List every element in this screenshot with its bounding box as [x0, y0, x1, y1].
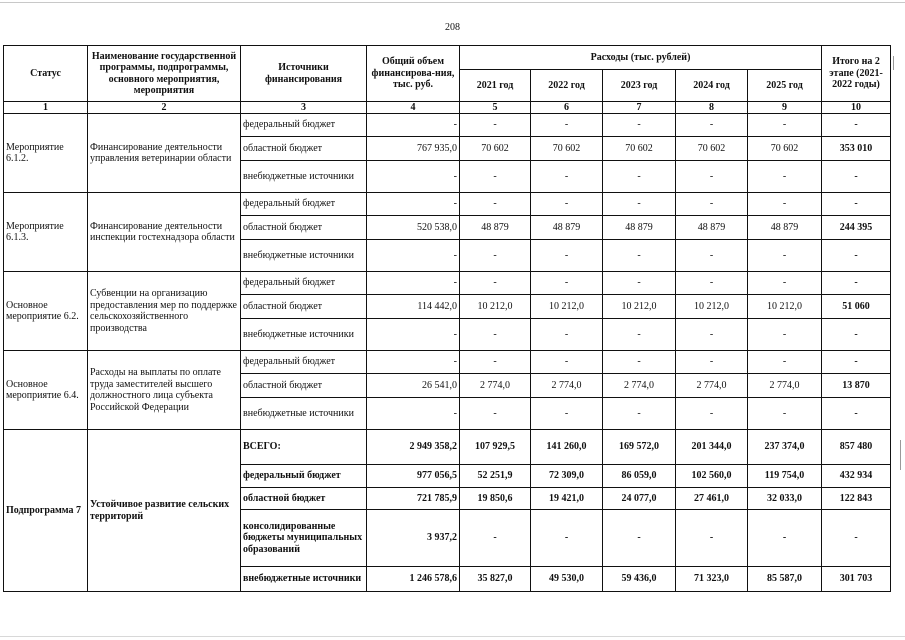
subprogram-source: областной бюджет: [241, 488, 367, 510]
row-year-value: 48 879: [531, 216, 603, 240]
row-name: Субвенции на организацию предоставления мер по поддержке сельскохозяйственного производства: [88, 272, 241, 351]
subprogram-year-value: -: [531, 510, 603, 567]
subprogram-year-value: 102 560,0: [676, 465, 748, 488]
column-number: 5: [460, 102, 531, 114]
row-volume: -: [367, 161, 460, 193]
row-year-value: -: [531, 272, 603, 295]
header-year: 2022 год: [531, 70, 603, 102]
column-number: 9: [748, 102, 822, 114]
row-year-value: 10 212,0: [603, 295, 676, 319]
row-year-value: -: [460, 114, 531, 137]
row-year-value: 10 212,0: [748, 295, 822, 319]
subprogram-year-value: 119 754,0: [748, 465, 822, 488]
page-number: 208: [445, 22, 460, 33]
row-year-value: -: [748, 114, 822, 137]
row-total: -: [822, 319, 891, 351]
table-row: [4, 272, 891, 295]
row-year-value: 70 602: [531, 137, 603, 161]
column-number: 6: [531, 102, 603, 114]
row-year-value: -: [748, 351, 822, 374]
row-year-value: -: [676, 351, 748, 374]
subprogram-year-value: 19 850,6: [460, 488, 531, 510]
subprogram-year-value: 27 461,0: [676, 488, 748, 510]
subprogram-year-value: -: [676, 510, 748, 567]
row-source: федеральный бюджет: [241, 193, 367, 216]
row-year-value: 48 879: [676, 216, 748, 240]
subprogram-year-value: 169 572,0: [603, 430, 676, 465]
subprogram-name: Устойчивое развитие сельских территорий: [88, 430, 241, 592]
row-year-value: 2 774,0: [531, 374, 603, 398]
row-total: -: [822, 114, 891, 137]
row-year-value: -: [603, 319, 676, 351]
subprogram-volume: 3 937,2: [367, 510, 460, 567]
row-year-value: 70 602: [676, 137, 748, 161]
header-year: 2023 год: [603, 70, 676, 102]
subprogram-volume: 2 949 358,2: [367, 430, 460, 465]
row-year-value: -: [531, 351, 603, 374]
row-source: областной бюджет: [241, 216, 367, 240]
column-number: 4: [367, 102, 460, 114]
row-year-value: -: [676, 240, 748, 272]
column-number: 8: [676, 102, 748, 114]
row-source: внебюджетные источники: [241, 161, 367, 193]
subprogram-year-value: 107 929,5: [460, 430, 531, 465]
row-status: Мероприятие 6.1.3.: [4, 193, 88, 272]
row-year-value: 48 879: [748, 216, 822, 240]
row-volume: -: [367, 114, 460, 137]
subprogram-year-value: 201 344,0: [676, 430, 748, 465]
subprogram-year-value: 85 587,0: [748, 567, 822, 592]
header-year: 2024 год: [676, 70, 748, 102]
subprogram-source: ВСЕГО:: [241, 430, 367, 465]
row-year-value: 10 212,0: [531, 295, 603, 319]
row-year-value: -: [531, 319, 603, 351]
row-year-value: 2 774,0: [676, 374, 748, 398]
subprogram-year-value: 52 251,9: [460, 465, 531, 488]
row-year-value: 70 602: [460, 137, 531, 161]
row-volume: -: [367, 193, 460, 216]
budget-table: [3, 45, 891, 592]
row-year-value: -: [460, 319, 531, 351]
row-year-value: -: [531, 240, 603, 272]
row-year-value: -: [460, 272, 531, 295]
row-year-value: -: [676, 398, 748, 430]
row-year-value: -: [603, 351, 676, 374]
row-year-value: 70 602: [603, 137, 676, 161]
row-year-value: -: [748, 193, 822, 216]
scan-bottom-line: [0, 636, 905, 637]
row-year-value: 10 212,0: [676, 295, 748, 319]
table-row: [4, 351, 891, 374]
row-year-value: -: [460, 398, 531, 430]
column-number: 1: [4, 102, 88, 114]
row-volume: -: [367, 351, 460, 374]
row-year-value: 2 774,0: [748, 374, 822, 398]
row-year-value: -: [676, 193, 748, 216]
row-year-value: -: [676, 319, 748, 351]
row-year-value: -: [460, 193, 531, 216]
row-year-value: 10 212,0: [460, 295, 531, 319]
row-total: -: [822, 193, 891, 216]
subprogram-year-value: 19 421,0: [531, 488, 603, 510]
row-total: 13 870: [822, 374, 891, 398]
scan-edge-mark: [900, 440, 901, 470]
row-volume: -: [367, 319, 460, 351]
row-year-value: -: [603, 240, 676, 272]
header-name: Наименование государственной программы, подпрограммы, основного мероприятия, мероприятия: [88, 46, 241, 102]
header-expenses: Расходы (тыс. рублей): [460, 46, 822, 70]
column-number: 3: [241, 102, 367, 114]
row-year-value: -: [603, 193, 676, 216]
row-year-value: -: [603, 114, 676, 137]
subprogram-total: 857 480: [822, 430, 891, 465]
table-row: [4, 430, 891, 465]
row-year-value: -: [676, 272, 748, 295]
subprogram-volume: 977 056,5: [367, 465, 460, 488]
row-source: федеральный бюджет: [241, 272, 367, 295]
row-year-value: 2 774,0: [460, 374, 531, 398]
row-source: внебюджетные источники: [241, 319, 367, 351]
row-volume: -: [367, 240, 460, 272]
row-name: Финансирование деятельности управления ветеринарии области: [88, 114, 241, 193]
subprogram-source: внебюджетные источники: [241, 567, 367, 592]
row-year-value: -: [748, 272, 822, 295]
subprogram-year-value: 59 436,0: [603, 567, 676, 592]
row-source: областной бюджет: [241, 137, 367, 161]
header-status: Статус: [4, 46, 88, 102]
row-name: Расходы на выплаты по оплате труда заместителей высшего должностного лица субъекта Российской Федерации: [88, 351, 241, 430]
row-year-value: -: [603, 161, 676, 193]
subprogram-year-value: 71 323,0: [676, 567, 748, 592]
subprogram-total: -: [822, 510, 891, 567]
row-year-value: -: [603, 398, 676, 430]
subprogram-total: 122 843: [822, 488, 891, 510]
row-source: внебюджетные источники: [241, 240, 367, 272]
subprogram-year-value: -: [603, 510, 676, 567]
header-sources: Источники финансирования: [241, 46, 367, 102]
row-name: Финансирование деятельности инспекции гостехнадзора области: [88, 193, 241, 272]
subprogram-volume: 1 246 578,6: [367, 567, 460, 592]
row-year-value: 48 879: [460, 216, 531, 240]
column-number: 7: [603, 102, 676, 114]
row-year-value: 70 602: [748, 137, 822, 161]
row-volume: 520 538,0: [367, 216, 460, 240]
column-number: 10: [822, 102, 891, 114]
row-year-value: -: [676, 161, 748, 193]
row-year-value: -: [531, 398, 603, 430]
row-year-value: -: [676, 114, 748, 137]
row-total: -: [822, 351, 891, 374]
subprogram-volume: 721 785,9: [367, 488, 460, 510]
row-status: Мероприятие 6.1.2.: [4, 114, 88, 193]
subprogram-total: 432 934: [822, 465, 891, 488]
subprogram-year-value: -: [460, 510, 531, 567]
row-source: областной бюджет: [241, 295, 367, 319]
row-total: 353 010: [822, 137, 891, 161]
subprogram-source: федеральный бюджет: [241, 465, 367, 488]
subprogram-year-value: 237 374,0: [748, 430, 822, 465]
subprogram-year-value: 49 530,0: [531, 567, 603, 592]
row-volume: 767 935,0: [367, 137, 460, 161]
row-year-value: -: [531, 114, 603, 137]
header-total: Итого на 2 этапе (2021-2022 годы): [822, 46, 891, 102]
row-volume: -: [367, 272, 460, 295]
row-total: -: [822, 272, 891, 295]
row-year-value: -: [460, 351, 531, 374]
row-total: -: [822, 161, 891, 193]
row-status: Основное мероприятие 6.4.: [4, 351, 88, 430]
subprogram-year-value: 86 059,0: [603, 465, 676, 488]
subprogram-year-value: 141 260,0: [531, 430, 603, 465]
header-year: 2025 год: [748, 70, 822, 102]
subprogram-year-value: 32 033,0: [748, 488, 822, 510]
row-year-value: -: [460, 161, 531, 193]
row-status: Основное мероприятие 6.2.: [4, 272, 88, 351]
row-source: внебюджетные источники: [241, 398, 367, 430]
row-total: -: [822, 240, 891, 272]
row-year-value: -: [531, 193, 603, 216]
row-source: федеральный бюджет: [241, 114, 367, 137]
scan-top-line: [0, 2, 905, 3]
row-volume: 26 541,0: [367, 374, 460, 398]
row-year-value: 2 774,0: [603, 374, 676, 398]
row-total: 51 060: [822, 295, 891, 319]
row-total: -: [822, 398, 891, 430]
scan-edge-mark: [893, 56, 894, 70]
subprogram-total: 301 703: [822, 567, 891, 592]
header-year: 2021 год: [460, 70, 531, 102]
row-year-value: -: [531, 161, 603, 193]
header-volume: Общий объем финансирова-ния, тыс. руб.: [367, 46, 460, 102]
row-source: областной бюджет: [241, 374, 367, 398]
row-year-value: -: [603, 272, 676, 295]
table-row: [4, 193, 891, 216]
row-year-value: -: [748, 240, 822, 272]
subprogram-year-value: -: [748, 510, 822, 567]
column-number: 2: [88, 102, 241, 114]
row-year-value: -: [748, 398, 822, 430]
row-source: федеральный бюджет: [241, 351, 367, 374]
row-year-value: 48 879: [603, 216, 676, 240]
row-year-value: -: [748, 319, 822, 351]
subprogram-year-value: 24 077,0: [603, 488, 676, 510]
row-volume: 114 442,0: [367, 295, 460, 319]
table-row: [4, 114, 891, 137]
subprogram-year-value: 35 827,0: [460, 567, 531, 592]
row-year-value: -: [460, 240, 531, 272]
row-volume: -: [367, 398, 460, 430]
subprogram-year-value: 72 309,0: [531, 465, 603, 488]
row-total: 244 395: [822, 216, 891, 240]
subprogram-status: Подпрограмма 7: [4, 430, 88, 592]
subprogram-source: консолидированные бюджеты муниципальных образований: [241, 510, 367, 567]
row-year-value: -: [748, 161, 822, 193]
